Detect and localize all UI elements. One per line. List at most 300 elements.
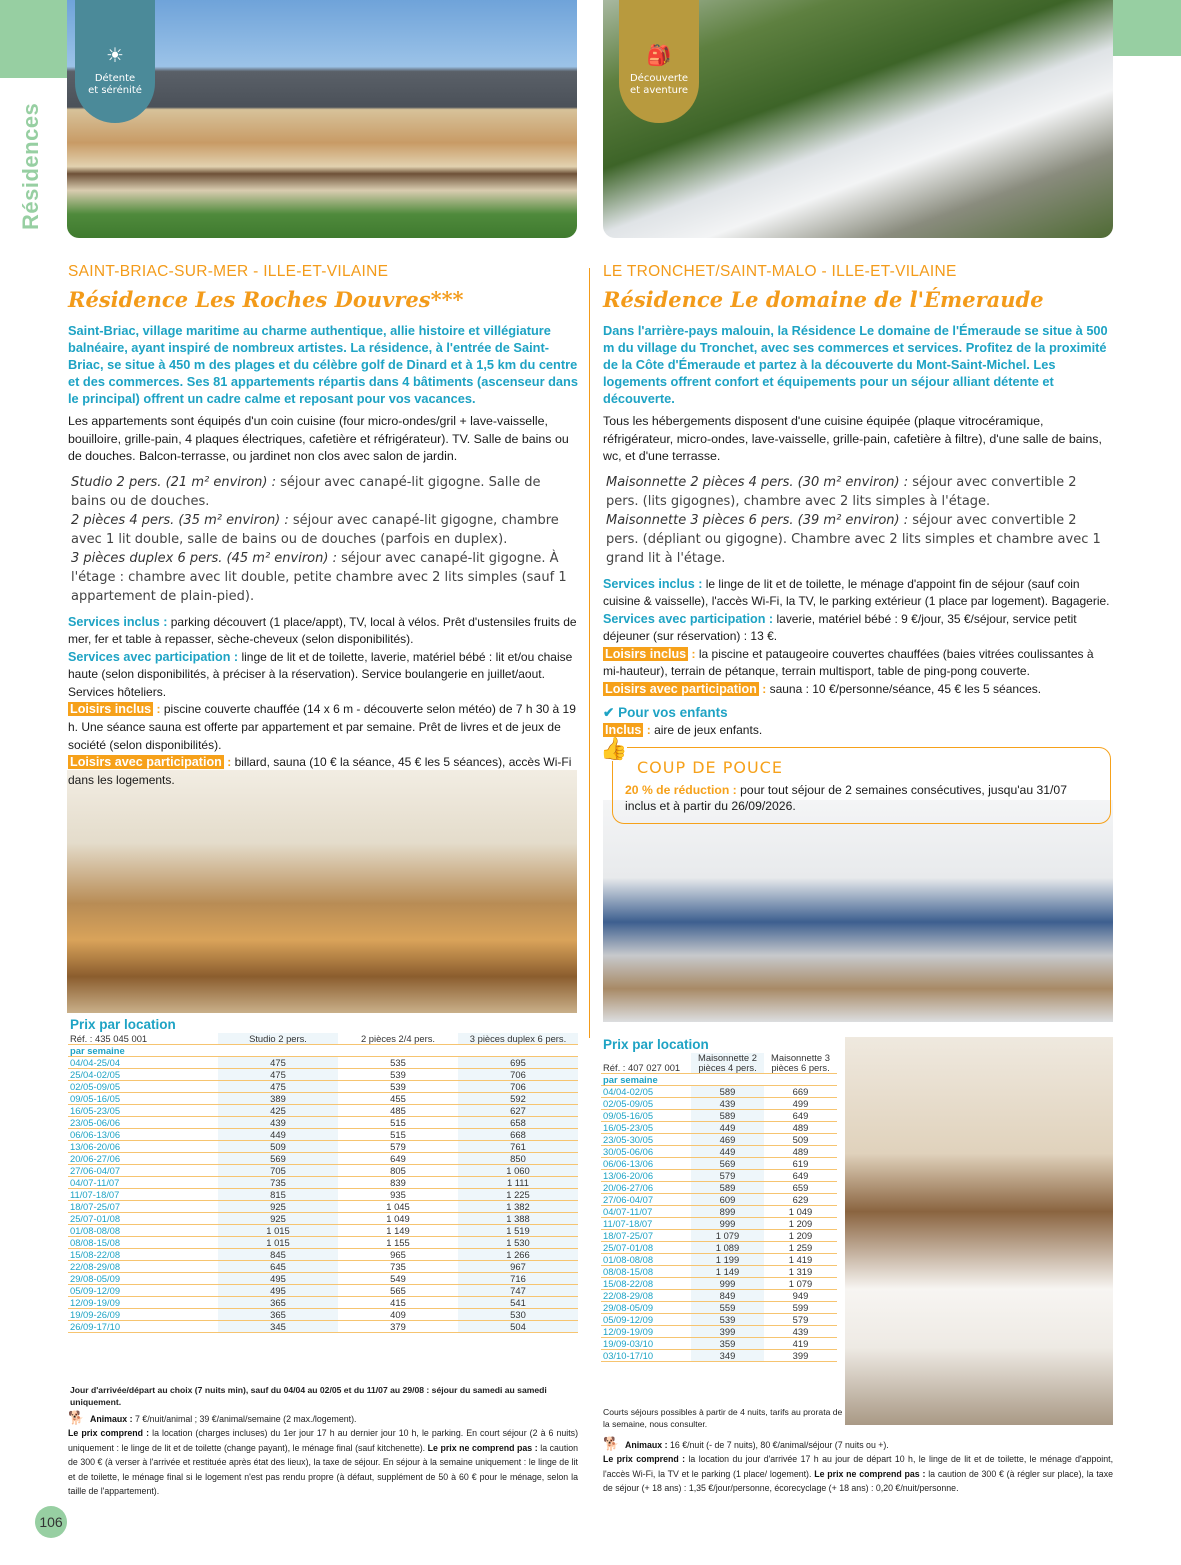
price-cell: 1 419	[764, 1254, 837, 1266]
period-date: 15/08-22/08	[68, 1249, 218, 1261]
right-price-note: Courts séjours possibles à partir de 4 nuits, tarifs au prorata de la semaine, nous consulter.	[603, 1407, 843, 1429]
price-cell: 627	[458, 1105, 578, 1117]
price-row	[68, 1201, 578, 1213]
price-cell: 469	[691, 1134, 764, 1146]
price-row	[601, 1230, 837, 1242]
living-room-photo	[67, 770, 577, 1013]
price-cell: 1 382	[458, 1201, 578, 1213]
price-row	[601, 1098, 837, 1110]
column-header: Studio 2 pers.	[218, 1033, 338, 1045]
price-row	[68, 1117, 578, 1129]
period-date: 13/06-20/06	[68, 1141, 218, 1153]
price-conditions	[603, 1452, 1113, 1496]
price-cell: 439	[691, 1098, 764, 1110]
price-cell: 735	[218, 1177, 338, 1189]
prix-ne-comprend-text: la caution de 300 € (à verser à l'arrivée et restituée après état des lieux), la taxe de séjour. En séjour à la semaine uniquement : le linge de lit et de toilette, le ménage final si le logement n'est pas rendu propre (à défaut, supplément de 50 à 60 € pour le ménage, selon la taille de l'appartement).	[68, 1442, 578, 1496]
price-row	[68, 1297, 578, 1309]
price-cell: 485	[338, 1105, 458, 1117]
price-cell: 475	[218, 1057, 338, 1069]
period-date: 02/05-09/05	[68, 1081, 218, 1093]
column-header: 3 pièces duplex 6 pers.	[458, 1033, 578, 1045]
price-cell: 592	[458, 1093, 578, 1105]
price-row	[601, 1254, 837, 1266]
page-number: 106	[35, 1506, 67, 1538]
column-header: Maisonnette 3 pièces 6 pers.	[764, 1053, 837, 1074]
right-price-table	[601, 1053, 837, 1362]
price-cell: 539	[338, 1069, 458, 1081]
right-services	[603, 576, 1113, 699]
price-cell: 535	[338, 1057, 458, 1069]
pet-icon: 🐕	[603, 1436, 620, 1451]
price-cell: 359	[691, 1338, 764, 1350]
price-row	[601, 1158, 837, 1170]
period-date: 16/05-23/05	[601, 1122, 691, 1134]
period-date: 13/06-20/06	[601, 1170, 691, 1182]
unit-item	[606, 473, 1113, 511]
price-row	[68, 1081, 578, 1093]
unit-item	[71, 549, 578, 606]
price-cell: 365	[218, 1297, 338, 1309]
price-row	[601, 1302, 837, 1314]
services-participation-label: Services avec participation :	[68, 649, 239, 664]
colon: :	[688, 646, 699, 661]
price-cell: 475	[218, 1069, 338, 1081]
price-cell: 1 015	[218, 1225, 338, 1237]
period-date: 27/06-04/07	[601, 1194, 691, 1206]
price-cell: 449	[218, 1129, 338, 1141]
price-row	[601, 1338, 837, 1350]
services-participation-text: laverie, matériel bébé : 9 €/jour, 35 €/séjour, service petit déjeuner (sur réservation) : 13 €.	[603, 611, 1077, 644]
services-inclus-text: le linge de lit et de toilette, le ménage d'appoint fin de séjour (sauf coin cuisine & vaisselle), l'accès Wi-Fi, la TV, le parking extérieur (1 place par logement). Bagagerie.	[603, 576, 1110, 609]
price-cell: 761	[458, 1141, 578, 1153]
prix-comprend-text: la location (charges incluses) du 1er jour 17 h au dernier jour 10 h, le parking. En court séjour (2 à 6 nuits) uniquement : le linge de lit et de toilette (change payant), le ménage final (sauf kitchenette).	[68, 1428, 578, 1453]
loisirs-inclus-text: la piscine et pataugeoire couvertes chauffées (baies vitrées coulissantes à mi-hauteur), terrain de pétanque, terrain multisport, table de ping-pong couverte.	[603, 646, 1094, 679]
price-cell: 1 111	[458, 1177, 578, 1189]
period-date: 23/05-06/06	[68, 1117, 218, 1129]
period-date: 27/06-04/07	[68, 1165, 218, 1177]
price-cell: 449	[691, 1122, 764, 1134]
period-date: 04/07-11/07	[601, 1206, 691, 1218]
column-header: 2 pièces 2/4 pers.	[338, 1033, 458, 1045]
price-cell: 695	[458, 1057, 578, 1069]
loisirs-inclus-text: piscine couverte chauffée (14 x 6 m - découverte selon météo) de 7 h 30 à 19 h. Une séance sauna est offerte par appartement et par semaine. Prêt de livres et de jeux de société (selon disponibilités).	[68, 702, 576, 752]
price-cell: 845	[218, 1249, 338, 1261]
price-cell: 949	[764, 1290, 837, 1302]
price-row	[68, 1321, 578, 1333]
unit-desc: séjour avec convertible 2 pers. (lits gigognes), chambre avec 2 lits simples à l'étage.	[606, 474, 1077, 509]
period-date: 25/07-01/08	[68, 1213, 218, 1225]
price-row	[68, 1309, 578, 1321]
loisirs-participation-label: Loisirs avec participation	[605, 682, 757, 697]
price-cell: 706	[458, 1069, 578, 1081]
promo-section	[600, 735, 1111, 824]
unit-desc: séjour avec canapé-lit gigogne, chambre avec 1 lit double, salle de bains ou de douches (parfois en duplex).	[71, 512, 559, 547]
price-cell: 495	[218, 1273, 338, 1285]
price-cell: 455	[338, 1093, 458, 1105]
backpack-icon: 🎒	[646, 45, 672, 67]
period-date: 11/07-18/07	[68, 1189, 218, 1201]
price-row	[601, 1122, 837, 1134]
price-cell: 1 155	[338, 1237, 458, 1249]
price-cell: 415	[338, 1297, 458, 1309]
price-row	[601, 1110, 837, 1122]
price-cell: 706	[458, 1081, 578, 1093]
services-inclus-label: Services inclus :	[68, 614, 168, 629]
price-row	[68, 1057, 578, 1069]
check-icon: ✔	[603, 704, 615, 720]
price-cell: 559	[691, 1302, 764, 1314]
unit-name: Studio 2 pers. (21 m² environ) :	[71, 474, 276, 490]
price-row	[68, 1273, 578, 1285]
period-date: 22/08-29/08	[68, 1261, 218, 1273]
left-footer	[68, 1410, 578, 1499]
loisirs-participation-text: billard, sauna (10 € la séance, 45 € les 5 séances), accès Wi-Fi dans les logements.	[68, 755, 572, 787]
price-cell: 965	[338, 1249, 458, 1261]
price-row	[601, 1086, 837, 1098]
period-date: 09/05-16/05	[601, 1110, 691, 1122]
price-cell: 489	[764, 1122, 837, 1134]
price-cell: 1 319	[764, 1266, 837, 1278]
period-date: 02/05-09/05	[601, 1098, 691, 1110]
pet-icon: 🐕	[68, 1410, 85, 1425]
price-cell: 668	[458, 1129, 578, 1141]
price-cell: 515	[338, 1129, 458, 1141]
period-date: 16/05-23/05	[68, 1105, 218, 1117]
price-row	[68, 1189, 578, 1201]
price-cell: 1 060	[458, 1165, 578, 1177]
period-date: 04/04-25/04	[68, 1057, 218, 1069]
price-cell: 645	[218, 1261, 338, 1273]
price-cell: 541	[458, 1297, 578, 1309]
period-row	[68, 1045, 578, 1057]
period-date: 12/09-19/09	[68, 1297, 218, 1309]
period-date: 01/08-08/08	[601, 1254, 691, 1266]
thumbs-up-icon: 👍	[600, 735, 628, 761]
price-cell: 399	[691, 1326, 764, 1338]
price-cell: 409	[338, 1309, 458, 1321]
price-row	[601, 1290, 837, 1302]
price-cell: 399	[764, 1350, 837, 1362]
right-location: LE TRONCHET/SAINT-MALO - ILLE-ET-VILAINE	[603, 263, 957, 280]
animaux-text: 7 €/nuit/animal ; 39 €/animal/semaine (2 max./logement).	[132, 1413, 357, 1424]
price-cell: 565	[338, 1285, 458, 1297]
colon: :	[223, 755, 235, 770]
price-cell: 1 045	[338, 1201, 458, 1213]
price-row	[68, 1237, 578, 1249]
price-row	[68, 1177, 578, 1189]
kids-label: Inclus	[605, 722, 642, 737]
period-date: 22/08-29/08	[601, 1290, 691, 1302]
period-date: 29/08-05/09	[68, 1273, 218, 1285]
bedroom-photo	[845, 1037, 1113, 1425]
period-date: 01/08-08/08	[68, 1225, 218, 1237]
kids-section	[603, 704, 1113, 722]
price-cell: 716	[458, 1273, 578, 1285]
left-location: SAINT-BRIAC-SUR-MER - ILLE-ET-VILAINE	[68, 263, 389, 280]
price-cell: 365	[218, 1309, 338, 1321]
unit-name: 3 pièces duplex 6 pers. (45 m² environ) :	[71, 550, 337, 566]
price-cell: 1 388	[458, 1213, 578, 1225]
promo-title: COUP DE POUCE	[637, 757, 783, 777]
right-units	[603, 473, 1113, 568]
price-row	[68, 1093, 578, 1105]
price-cell: 589	[691, 1110, 764, 1122]
price-cell: 1 015	[218, 1237, 338, 1249]
price-cell: 509	[764, 1134, 837, 1146]
promo-body: pour tout séjour de 2 semaines consécutives, jusqu'au 31/07 inclus et à partir du 26/09/2026.	[625, 782, 1067, 814]
period-row	[601, 1074, 837, 1086]
price-cell: 1 209	[764, 1218, 837, 1230]
price-cell: 999	[691, 1218, 764, 1230]
price-row	[68, 1069, 578, 1081]
price-cell: 499	[764, 1098, 837, 1110]
unit-desc: séjour avec canapé-lit gigogne. Salle de bains ou de douches.	[71, 474, 541, 509]
price-row	[68, 1165, 578, 1177]
period-date: 25/07-01/08	[601, 1242, 691, 1254]
price-cell: 705	[218, 1165, 338, 1177]
price-cell: 659	[764, 1182, 837, 1194]
price-row	[601, 1182, 837, 1194]
right-residence-title: Résidence Le domaine de l'Émeraude	[603, 287, 1044, 312]
unit-desc: séjour avec canapé-lit gigogne. À l'étage : chambre avec lit double, petite chambre avec 2 lits simples (sauf 1 appartement de plain-pied).	[71, 550, 567, 604]
section-label: Résidences	[18, 102, 43, 230]
price-cell: 735	[338, 1261, 458, 1273]
period-date: 30/05-06/06	[601, 1146, 691, 1158]
price-cell: 599	[764, 1302, 837, 1314]
theme-badge-detente	[75, 0, 155, 123]
period-label: par semaine	[68, 1045, 578, 1057]
price-cell: 579	[764, 1314, 837, 1326]
right-text-column	[600, 322, 1113, 824]
colon: :	[153, 702, 164, 717]
price-cell: 839	[338, 1177, 458, 1189]
badge-line2: et sérénité	[88, 85, 142, 96]
period-date: 04/07-11/07	[68, 1177, 218, 1189]
period-date: 18/07-25/07	[68, 1201, 218, 1213]
promo-box	[612, 747, 1111, 824]
price-cell: 1 530	[458, 1237, 578, 1249]
price-cell: 1 209	[764, 1230, 837, 1242]
price-cell: 589	[691, 1086, 764, 1098]
prix-comprend-label: Le prix comprend :	[603, 1454, 686, 1464]
animaux-line	[603, 1436, 1113, 1452]
period-date: 04/04-02/05	[601, 1086, 691, 1098]
price-cell: 389	[218, 1093, 338, 1105]
price-cell: 1 079	[764, 1278, 837, 1290]
price-row	[68, 1225, 578, 1237]
left-units	[68, 473, 578, 606]
left-intro: Saint-Briac, village maritime au charme authentique, allie histoire et villégiature balnéaire, ayant inspiré de nombreux artistes. La résidence, à l'entrée de Saint-Briac, se situe à 450 m des plages et du célèbre golf de Dinard et à 1,5 km du centre et des commerces. Ses 81 appartements répartis dans 4 bâtiments (ascenseur dans le principal) offrent un cadre calme et reposant pour vos vacances.	[68, 323, 578, 406]
price-cell: 849	[691, 1290, 764, 1302]
price-row	[68, 1129, 578, 1141]
period-date: 12/09-19/09	[601, 1326, 691, 1338]
reference: Réf. : 407 027 001	[601, 1053, 691, 1074]
unit-name: 2 pièces 4 pers. (35 m² environ) :	[71, 512, 289, 528]
loisirs-inclus-label: Loisirs inclus	[70, 702, 152, 717]
period-date: 08/08-15/08	[68, 1237, 218, 1249]
price-row	[68, 1249, 578, 1261]
price-cell: 1 519	[458, 1225, 578, 1237]
section-tab-right	[1113, 0, 1181, 56]
column-header: Maisonnette 2 pièces 4 pers.	[691, 1053, 764, 1074]
unit-name: Maisonnette 3 pièces 6 pers. (39 m² environ) :	[606, 512, 909, 528]
price-row	[601, 1170, 837, 1182]
price-cell: 349	[691, 1350, 764, 1362]
kids-line	[603, 722, 1113, 739]
services-participation-label: Services avec participation :	[603, 611, 774, 626]
price-cell: 589	[691, 1182, 764, 1194]
price-cell: 489	[764, 1146, 837, 1158]
services-inclus-label: Services inclus :	[603, 576, 703, 591]
promo-text	[625, 782, 1098, 815]
price-row	[601, 1146, 837, 1158]
period-date: 15/08-22/08	[601, 1278, 691, 1290]
price-cell: 569	[218, 1153, 338, 1165]
price-cell: 925	[218, 1201, 338, 1213]
left-residence-title: Résidence Les Roches Douvres***	[68, 287, 464, 312]
price-cell: 549	[338, 1273, 458, 1285]
reference: Réf. : 435 045 001	[68, 1033, 218, 1045]
price-cell: 569	[691, 1158, 764, 1170]
period-date: 06/06-13/06	[601, 1158, 691, 1170]
unit-item	[606, 511, 1113, 568]
price-cell: 579	[338, 1141, 458, 1153]
price-cell: 579	[691, 1170, 764, 1182]
prix-ne-comprend-label: Le prix ne comprend pas :	[814, 1468, 926, 1479]
period-date: 26/09-17/10	[68, 1321, 218, 1333]
right-equipment: Tous les hébergements disposent d'une cuisine équipée (plaque vitrocéramique, réfrigérateur, micro-ondes, lave-vaisselle, grille-pain, cafetière à filtre), d'une salle de bains, wc, et d'une terrasse.	[603, 414, 1102, 463]
price-cell: 1 266	[458, 1249, 578, 1261]
price-cell: 899	[691, 1206, 764, 1218]
period-date: 29/08-05/09	[601, 1302, 691, 1314]
price-row	[601, 1314, 837, 1326]
price-cell: 495	[218, 1285, 338, 1297]
price-cell: 425	[218, 1105, 338, 1117]
sunset-icon: ☀	[106, 45, 124, 67]
animaux-label: Animaux :	[90, 1413, 133, 1424]
badge-line2: et aventure	[629, 85, 689, 96]
table-header-row	[68, 1033, 578, 1045]
colon: :	[758, 682, 770, 697]
price-cell: 449	[691, 1146, 764, 1158]
left-services	[68, 614, 578, 790]
colon: :	[643, 722, 655, 737]
price-cell: 345	[218, 1321, 338, 1333]
price-row	[68, 1153, 578, 1165]
price-cell: 967	[458, 1261, 578, 1273]
animaux-line	[68, 1410, 578, 1426]
period-date: 03/10-17/10	[601, 1350, 691, 1362]
price-cell: 1 259	[764, 1242, 837, 1254]
left-text-column	[68, 322, 578, 789]
price-cell: 530	[458, 1309, 578, 1321]
price-cell: 504	[458, 1321, 578, 1333]
price-cell: 379	[338, 1321, 458, 1333]
loisirs-participation-text: sauna : 10 €/personne/séance, 45 € les 5 séances.	[769, 682, 1042, 697]
price-row	[68, 1213, 578, 1225]
right-price-title: Prix par location	[603, 1037, 709, 1052]
price-cell: 1 225	[458, 1189, 578, 1201]
prix-comprend-label: Le prix comprend :	[68, 1428, 150, 1438]
badge-line1: Détente	[94, 73, 136, 84]
column-divider	[589, 268, 590, 1038]
animaux-sentence	[90, 1412, 356, 1427]
period-date: 06/06-13/06	[68, 1129, 218, 1141]
promo-highlight: 20 % de réduction :	[625, 782, 737, 797]
theme-badge-decouverte	[619, 0, 699, 123]
price-cell: 1 079	[691, 1230, 764, 1242]
period-date: 25/04-02/05	[68, 1069, 218, 1081]
period-date: 20/06-27/06	[68, 1153, 218, 1165]
period-date: 19/09-26/09	[68, 1309, 218, 1321]
period-date: 05/09-12/09	[601, 1314, 691, 1326]
unit-item	[71, 473, 578, 511]
price-cell: 805	[338, 1165, 458, 1177]
unit-name: Maisonnette 2 pièces 4 pers. (30 m² environ) :	[606, 474, 909, 490]
price-cell: 747	[458, 1285, 578, 1297]
price-cell: 1 049	[338, 1213, 458, 1225]
price-cell: 475	[218, 1081, 338, 1093]
services-participation-text: linge de lit et de toilette, laverie, matériel bébé : lit et/ou chaise haute (selon disponibilités, à préciser à la réservation). Service boulangerie en juillet/aout. Services hôteliers.	[68, 649, 573, 699]
price-row	[601, 1218, 837, 1230]
price-row	[601, 1242, 837, 1254]
section-tab-left	[0, 0, 67, 78]
animaux-sentence	[625, 1438, 889, 1453]
lounge-photo	[603, 800, 1113, 1022]
price-cell: 515	[338, 1117, 458, 1129]
price-row	[601, 1206, 837, 1218]
kids-text: aire de jeux enfants.	[654, 722, 763, 737]
period-date: 09/05-16/05	[68, 1093, 218, 1105]
period-date: 08/08-15/08	[601, 1266, 691, 1278]
price-cell: 999	[691, 1278, 764, 1290]
price-row	[601, 1350, 837, 1362]
price-row	[601, 1326, 837, 1338]
loisirs-inclus-label: Loisirs inclus	[605, 646, 687, 661]
price-cell: 619	[764, 1158, 837, 1170]
price-cell: 658	[458, 1117, 578, 1129]
price-cell: 1 149	[338, 1225, 458, 1237]
left-price-note: Jour d'arrivée/départ au choix (7 nuits min), sauf du 04/04 au 02/05 et du 11/07 au 29/08 : séjour du samedi au samedi uniquement.	[70, 1385, 547, 1407]
loisirs-participation-label: Loisirs avec participation	[70, 755, 222, 770]
price-cell: 925	[218, 1213, 338, 1225]
price-cell: 649	[764, 1170, 837, 1182]
price-cell: 649	[764, 1110, 837, 1122]
period-date: 18/07-25/07	[601, 1230, 691, 1242]
left-equipment: Les appartements sont équipés d'un coin cuisine (four micro-ondes/gril + lave-vaisselle, bouilloire, grille-pain, 4 plaques électriques, cafetière et réfrigérateur). TV. Salle de bains ou de douches. Balcon-terrasse, ou jardinet non clos avec salon de jardin.	[68, 414, 569, 463]
price-cell: 1 089	[691, 1242, 764, 1254]
table-header-row	[601, 1053, 837, 1074]
price-cell: 649	[338, 1153, 458, 1165]
price-cell: 439	[218, 1117, 338, 1129]
right-footer	[603, 1436, 1113, 1496]
price-cell: 935	[338, 1189, 458, 1201]
left-price-title: Prix par location	[70, 1017, 176, 1032]
price-cell: 669	[764, 1086, 837, 1098]
kids-title: Pour vos enfants	[618, 704, 728, 720]
services-inclus-text: parking découvert (1 place/appt), TV, local à vélos. Prêt d'ustensiles fruits de mer, fer et table à repasser, sèche-cheveux (selon disponibilités).	[68, 614, 577, 647]
badge-line1: Découverte	[629, 73, 689, 84]
price-row	[601, 1278, 837, 1290]
period-date: 11/07-18/07	[601, 1218, 691, 1230]
period-date: 20/06-27/06	[601, 1182, 691, 1194]
right-intro: Dans l'arrière-pays malouin, la Résidence Le domaine de l'Émeraude se situe à 500 m du village du Tronchet, avec ses commerces et services. Profitez de la proximité de la Côte d'Émeraude et partez à la découverte du Mont-Saint-Michel. Les logements offrent confort et équipements pour un séjour alliant détente et découverte.	[603, 323, 1108, 406]
price-cell: 609	[691, 1194, 764, 1206]
price-cell: 815	[218, 1189, 338, 1201]
price-cell: 419	[764, 1338, 837, 1350]
animaux-text: 16 €/nuit (- de 7 nuits), 80 €/animal/séjour (7 nuits ou +).	[667, 1439, 889, 1450]
prix-ne-comprend-label: Le prix ne comprend pas :	[427, 1442, 538, 1453]
